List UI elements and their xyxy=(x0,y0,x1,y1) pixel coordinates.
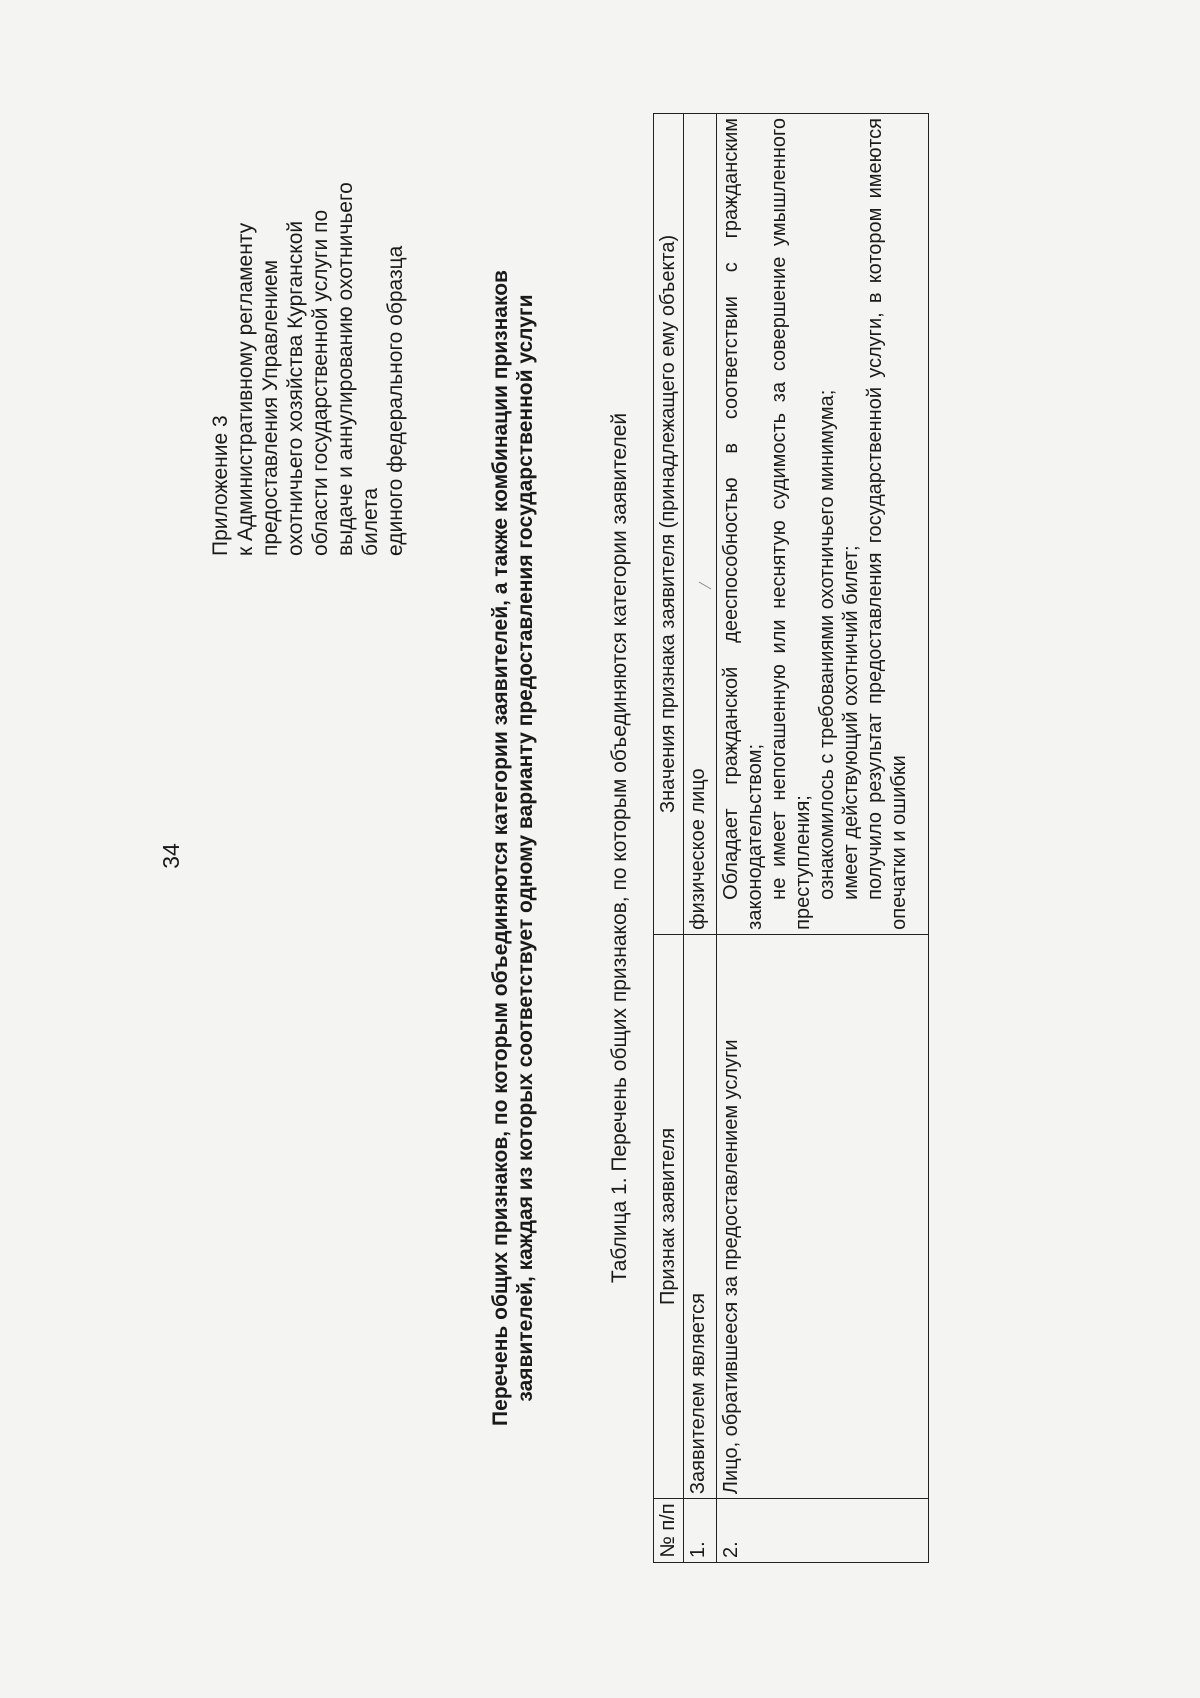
table-caption: Таблица 1. Перечень общих признаков, по которым объединяются категории заявителей xyxy=(608,412,631,1284)
header-feature: Признак заявителя xyxy=(654,934,684,1498)
appendix-line: к Административному регламенту xyxy=(234,222,257,556)
header-values: Значения признака заявителя (принадлежащего ему объекта) xyxy=(654,114,684,935)
appendix-line: предоставления Управлением xyxy=(259,259,282,556)
value-item: Обладает гражданской дееспособностью в соответствии с гражданским законодательством; xyxy=(720,118,766,930)
applicant-features-table xyxy=(653,113,929,1563)
document-heading xyxy=(488,148,538,1548)
appendix-line: выдаче и аннулированию охотничьего xyxy=(334,182,357,556)
page-number: 34 xyxy=(158,843,184,869)
table-row xyxy=(717,114,929,1563)
row-value: физическое лицо xyxy=(684,114,717,935)
value-item: ознакомилось с требованиями охотничьего минимума; xyxy=(816,389,838,900)
header-number: № п/п xyxy=(654,1499,684,1563)
appendix-note xyxy=(208,76,408,556)
heading-line-1: Перечень общих признаков, по которым объединяются категории заявителей, а также комбинации признаков xyxy=(489,270,512,1426)
row-feature: Лицо, обратившееся за предоставлением услуги xyxy=(717,934,929,1498)
row-number: 2. xyxy=(717,1499,929,1563)
appendix-line: охотничьего хозяйства Курганской xyxy=(284,220,307,556)
row-number: 1. xyxy=(684,1499,717,1563)
row-feature: Заявителем является xyxy=(684,934,717,1498)
appendix-line: области государственной услуги по xyxy=(309,209,332,556)
row-values xyxy=(717,114,929,935)
value-item: получило результат предоставления государственной услуги, в котором имеются опечатки и ошибки xyxy=(864,118,910,930)
table-header-row xyxy=(654,114,684,1563)
value-item: не имеет непогашенную или неснятую судимость за совершение умышленного преступления; xyxy=(768,118,814,930)
heading-line-2: заявителей, каждая из которых соответствует одному варианту предоставления государственной услуги xyxy=(514,294,537,1402)
appendix-line: Приложение 3 xyxy=(209,415,232,556)
appendix-line: единого федерального образца xyxy=(384,245,407,556)
appendix-line: билета xyxy=(359,487,382,556)
table-row xyxy=(684,114,717,1563)
value-item: имеет действующий охотничий билет; xyxy=(840,545,862,900)
